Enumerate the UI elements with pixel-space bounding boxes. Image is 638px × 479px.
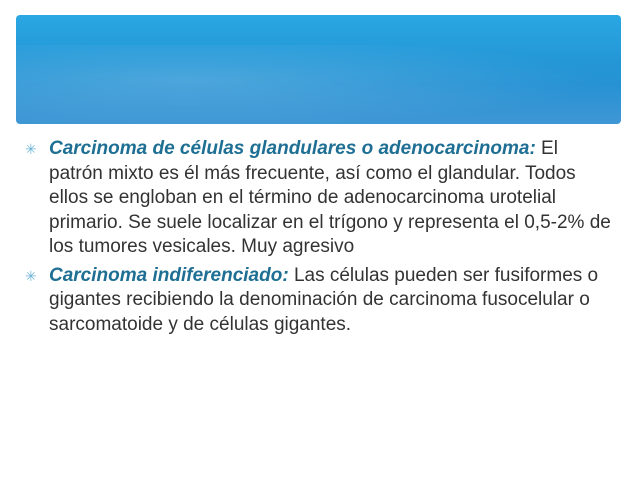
- bullet-item-indiferenciado: [23, 264, 613, 338]
- bullet-text: El patrón mixto es él más frecuente, así como el glandular. Todos ellos se engloban en el término de adenocarcinoma urotelial primario. Se suele localizar en el trígono y representa el 0,5-2% de los tumores vesicales. Muy agresivo: [49, 138, 611, 257]
- bullet-text: Las células pueden ser fusiformes o gigantes recibiendo la denominación de carcinoma fusocelular o sarcomatoide y de células gigantes.: [49, 264, 599, 335]
- header-band: [16, 15, 621, 124]
- bullet-term: Carcinoma indiferenciado:: [49, 264, 289, 286]
- bullet-item-adenocarcinoma: [23, 137, 613, 260]
- bullet-icon: ✳: [25, 267, 37, 284]
- bullet-term: Carcinoma de células glandulares o adenocarcinoma:: [49, 138, 536, 159]
- content-area: [23, 137, 613, 341]
- bullet-icon: ✳: [25, 141, 37, 157]
